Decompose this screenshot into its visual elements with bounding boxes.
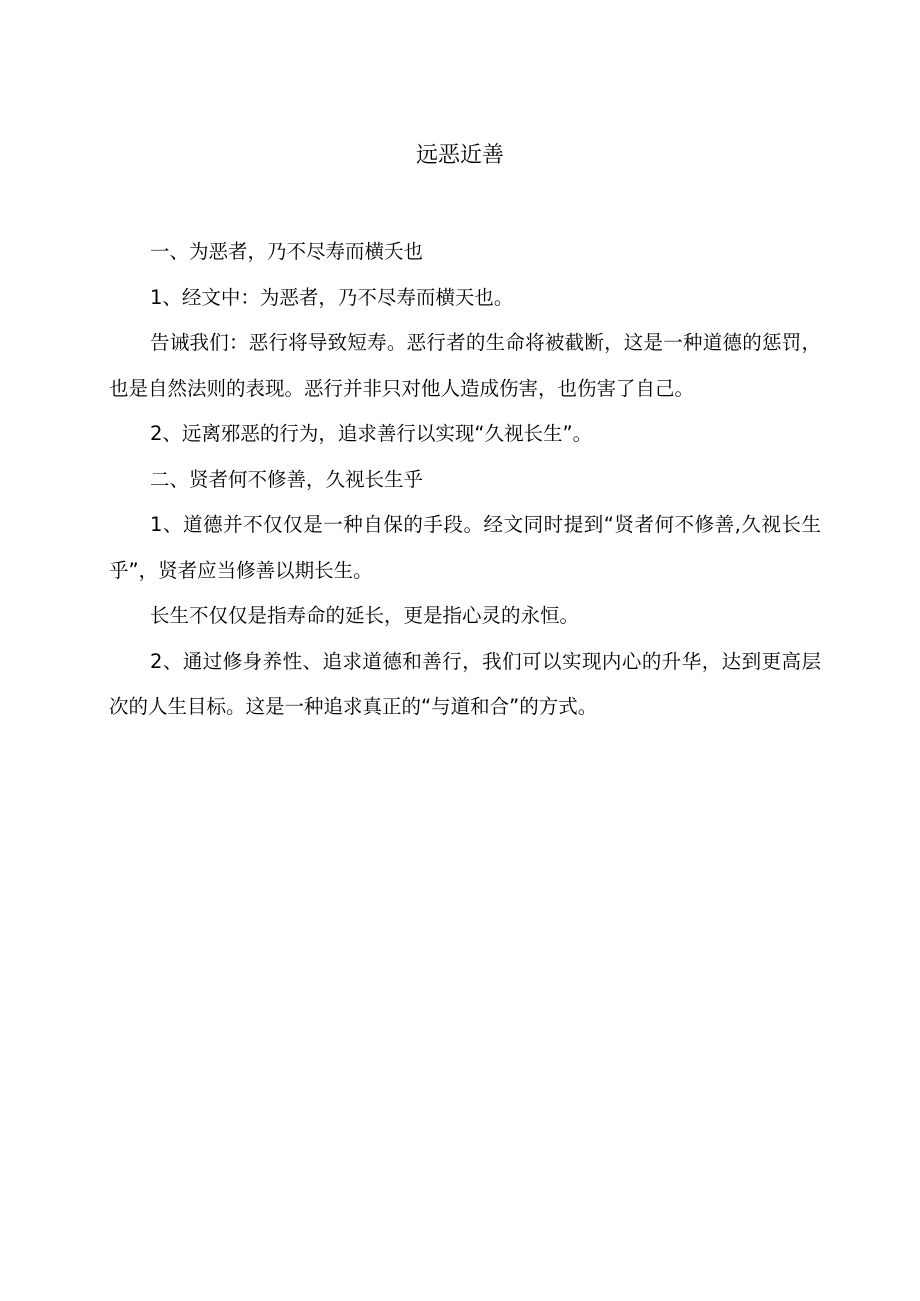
paragraph: 长生不仅仅是指寿命的延长，更是指心灵的永恒。: [150, 604, 580, 627]
paragraph: 告诫我们：恶行将导致短寿。恶行者的生命将被截断，这是一种道德的惩罚，也是自然法则的表现。恶行并非只对他人造成伤害，也伤害了自己。: [109, 331, 821, 400]
paragraph: 1、经文中：为恶者，乃不尽寿而横天也。: [150, 285, 514, 309]
paragraph: 2、远离邪恶的行为，追求善行以实现“久视长生”。: [150, 422, 593, 445]
paragraph: 2、通过修身养性、追求道德和善行，我们可以实现内心的升华，达到更高层次的人生目标。这是一种追求真正的“与道和合”的方式。: [109, 649, 821, 718]
paragraph: 1、道德并不仅仅是一种自保的手段。经文同时提到“贤者何不修善,久视长生乎”，贤者应当修善以期长生。: [109, 513, 821, 582]
document-title: 远恶近善: [415, 143, 504, 168]
document-body: [109, 229, 821, 730]
section-heading-2: 二、贤者何不修善，久视长生乎: [150, 467, 424, 491]
section-heading-1: 一、为恶者，乃不尽寿而横夭也: [150, 240, 424, 263]
